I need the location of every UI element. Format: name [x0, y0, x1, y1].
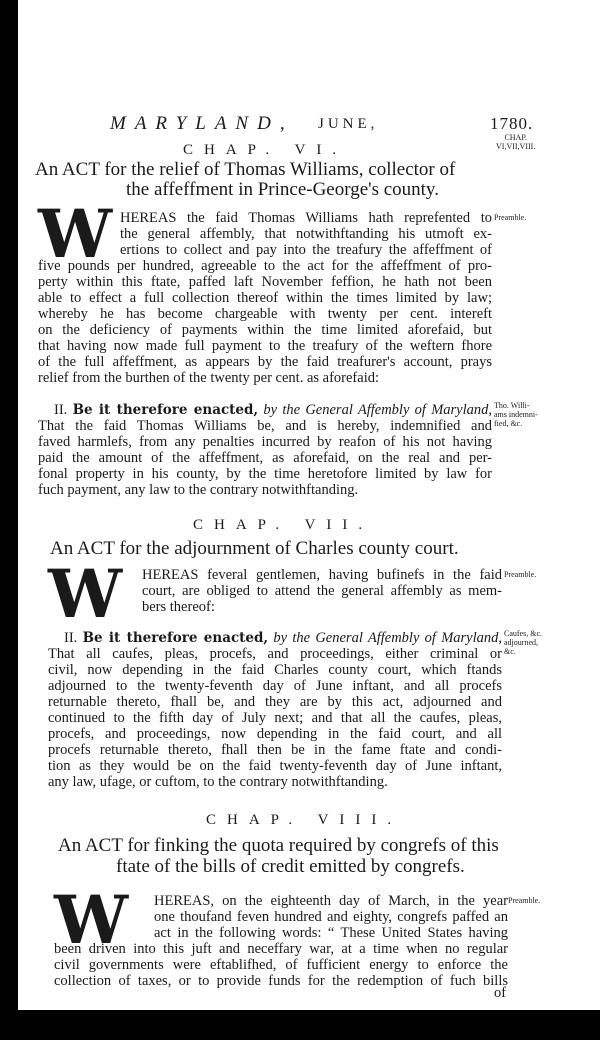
margin-note [494, 213, 526, 222]
enacting-clause: Be it therefore enacted, [82, 630, 269, 646]
enacting-authority: by the General Affembly of Maryland, [273, 630, 502, 646]
section-number: II. [54, 402, 68, 418]
margin-note-line: adjourned, [504, 638, 538, 647]
text-line: HEREAS the faid Thomas Williams hath reprefented to [120, 210, 492, 226]
text-line: bers thereof: [142, 599, 215, 615]
act-title: An ACT for the adjournment of Charles county court. [50, 538, 459, 559]
catchword: of [494, 985, 507, 1001]
text-line: civil, now depending in the faid Charles county court, which ftands [48, 662, 502, 678]
text-line: HEREAS feveral gentlemen, having bufinefs in the faid [142, 567, 502, 583]
text-line: on the deficiency of payments within the time limited aforefaid, but [38, 322, 492, 338]
enacting-authority: by the General Affembly of Maryland, [263, 402, 492, 418]
text-line: any law, ufage, or cuftom, to the contrary notwithftanding. [48, 774, 388, 790]
chapter-heading: CHAP. VIII. [206, 812, 403, 828]
text-line: procefs returnable thereto, fhall then be in the fame ftate and condi- [48, 742, 502, 758]
text-line: able to effect a full collection thereof within the times limited by law; [38, 290, 492, 306]
text-line: ertions to collect and pay into the treafury the affeffment of [120, 242, 492, 258]
text-line: continued to the fifth day of July next; and that all the caufes, pleas, [48, 710, 502, 726]
text-line: returnable thereto, fhall be, and they are by this act, adjourned and [48, 694, 502, 710]
text-line: adjourned to the twenty-feventh day of June inftant, and all procefs [48, 678, 502, 694]
margin-note-line: ams indemni- [494, 410, 538, 419]
margin-chapter-range [496, 133, 535, 151]
act-title: An ACT for finking the quota required by congrefs of this [58, 835, 499, 856]
document-page [18, 0, 600, 1010]
running-title: MARYLAND, [110, 113, 294, 134]
text-line: procefs, and proceedings, now depending in the faid court, and all [48, 726, 502, 742]
margin-chap-label: CHAP. [504, 133, 527, 142]
act-title: ftate of the bills of credit emitted by congrefs. [116, 856, 465, 877]
act-title: An ACT for the relief of Thomas Williams, collector of [35, 159, 456, 180]
text-line: act in the following words: “ These United States having [154, 925, 508, 941]
page-year: 1780. [490, 114, 534, 133]
text-line: HEREAS, on the eighteenth day of March, in the year [154, 893, 508, 909]
text-line: That all caufes, pleas, procefs, and proceedings, either criminal or [48, 646, 502, 662]
section-enacting-line [54, 402, 492, 418]
chapter-heading: CHAP. VI. [183, 142, 348, 158]
text-line: collection of taxes, or to provide funds for the redemption of fuch bills [54, 973, 508, 989]
margin-note [504, 629, 542, 656]
margin-note-line: Tho. Willi- [494, 401, 530, 410]
text-line: civil governments were eftablifhed, of fufficient energy to enforce the [54, 957, 508, 973]
drop-cap: W [48, 555, 123, 633]
text-line: perty within this ftate, paffed laft November feffion, he hath not been [38, 274, 492, 290]
text-line: relief from the burthen of the twenty per cent. as aforefaid: [38, 370, 380, 386]
text-line: That the faid Thomas Williams be, and is hereby, indemnified and [38, 418, 492, 434]
section-number: II. [64, 630, 78, 646]
margin-chap-range: VI,VII,VIII. [496, 142, 536, 151]
text-line: been driven into this juft and neceffary war, at a time when no regular [54, 941, 508, 957]
act-title: the affeffment in Prince-George's county. [126, 179, 439, 200]
margin-note-line: Preamble. [508, 896, 541, 905]
margin-note [494, 401, 538, 428]
enacting-clause: Be it therefore enacted, [72, 402, 259, 418]
text-line: paid the amount of the affeffment, as aforefaid, on the real and per- [38, 450, 492, 466]
margin-note-line: Caufes, &c. [504, 629, 542, 638]
margin-note-line: &c. [504, 647, 516, 656]
text-line: the general affembly, that notwithftanding his utmoft ex- [120, 226, 492, 242]
running-month: JUNE, [318, 116, 379, 132]
margin-note-line: fied, &c. [494, 419, 523, 428]
chapter-heading: CHAP. VII. [193, 517, 374, 533]
margin-note [508, 896, 540, 905]
text-line: court, are obliged to attend the general affembly as mem- [142, 583, 502, 599]
section-enacting-line [64, 630, 502, 646]
text-line: whereby he has become chargeable with twenty per cent. intereft [38, 306, 492, 322]
text-line: fuch payment, any law to the contrary notwithftanding. [38, 482, 359, 498]
text-line: of the full affeffment, as appears by the faid treafurer's account, prays [38, 354, 492, 370]
text-line: fonal property in his county, by the time heretofore limited by law for [38, 466, 492, 482]
drop-cap: W [38, 195, 113, 273]
text-line: faved harmlefs, from any penalties incurred by reafon of his not having [38, 434, 492, 450]
margin-note-line: Preamble. [494, 213, 527, 222]
text-line: five pounds per hundred, agreeable to the act for the affeffment of pro- [38, 258, 492, 274]
margin-note-line: Preamble. [504, 570, 537, 579]
drop-cap: W [54, 881, 129, 959]
margin-note [504, 570, 536, 579]
text-line: one thoufand feven hundred and eighty, congrefs paffed an [154, 909, 508, 925]
text-line: that having now made full payment to the treafury of the weftern fhore [38, 338, 492, 354]
text-line: tion as they would be on the faid twenty-feventh day of June inftant, [48, 758, 502, 774]
